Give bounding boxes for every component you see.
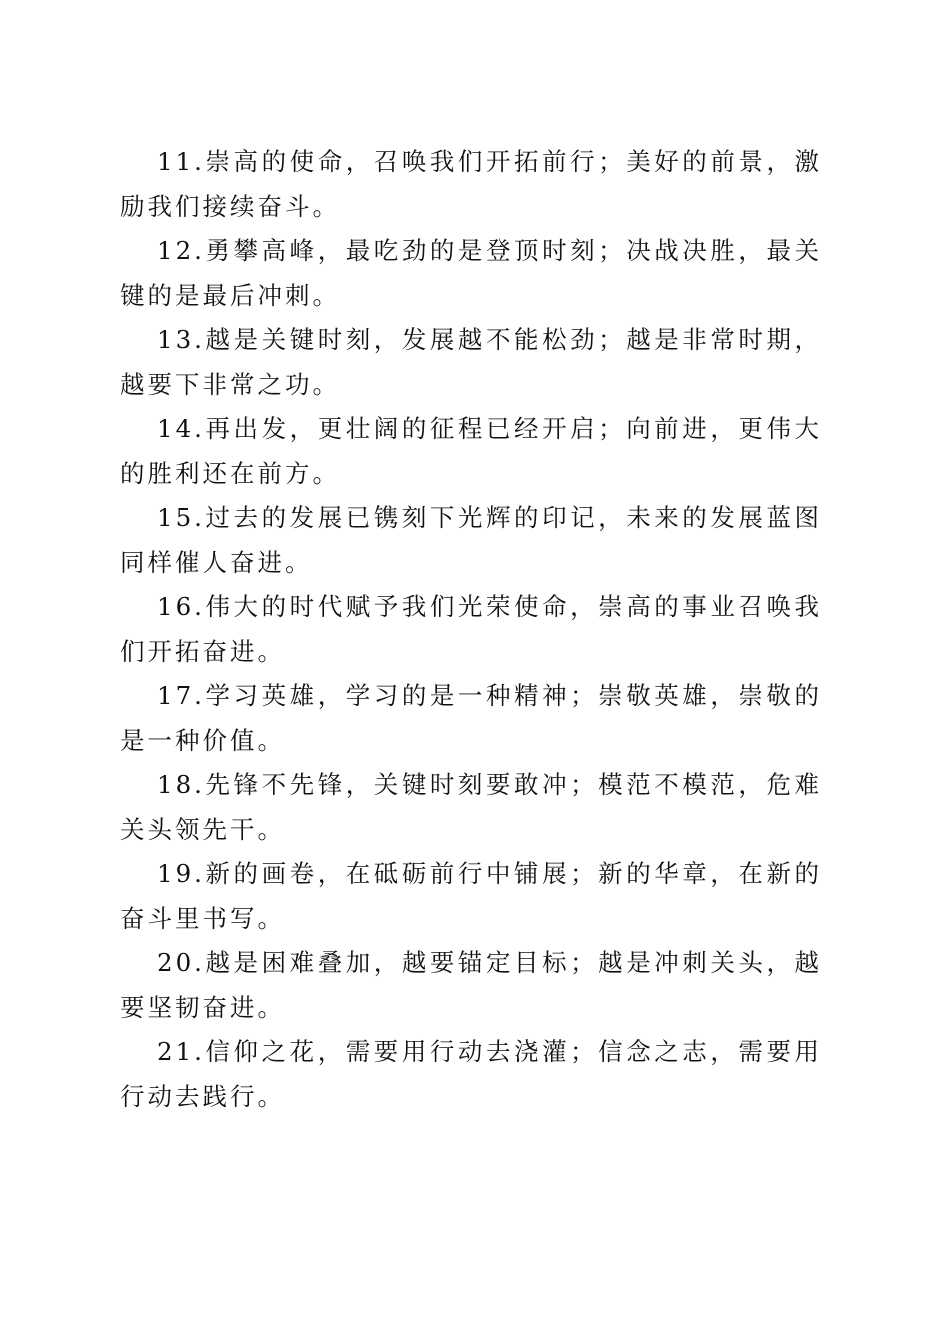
paragraph-16: 16.伟大的时代赋予我们光荣使命，崇高的事业召唤我们开拓奋进。 xyxy=(120,592,822,666)
paragraph-18: 18.先锋不先锋，关键时刻要敢冲；模范不模范，危难关头领先干。 xyxy=(120,770,822,844)
paragraph-21: 21.信仰之花，需要用行动去浇灌；信念之志，需要用行动去践行。 xyxy=(120,1037,822,1111)
paragraph-19: 19.新的画卷，在砥砺前行中铺展；新的华章，在新的奋斗里书写。 xyxy=(120,859,822,933)
paragraph-17: 17.学习英雄，学习的是一种精神；崇敬英雄，崇敬的是一种价值。 xyxy=(120,681,822,755)
paragraph-12: 12.勇攀高峰，最吃劲的是登顶时刻；决战决胜，最关键的是最后冲刺。 xyxy=(120,236,822,310)
paragraph-15: 15.过去的发展已镌刻下光辉的印记，未来的发展蓝图同样催人奋进。 xyxy=(120,503,822,577)
paragraph-13: 13.越是关键时刻，发展越不能松劲；越是非常时期，越要下非常之功。 xyxy=(120,325,822,399)
paragraph-14: 14.再出发，更壮阔的征程已经开启；向前进，更伟大的胜利还在前方。 xyxy=(120,414,822,488)
paragraph-20: 20.越是困难叠加，越要锚定目标；越是冲刺关头，越要坚韧奋进。 xyxy=(120,948,822,1022)
paragraph-11: 11.崇高的使命，召唤我们开拓前行；美好的前景，激励我们接续奋斗。 xyxy=(120,147,822,221)
document-body xyxy=(120,140,822,1119)
